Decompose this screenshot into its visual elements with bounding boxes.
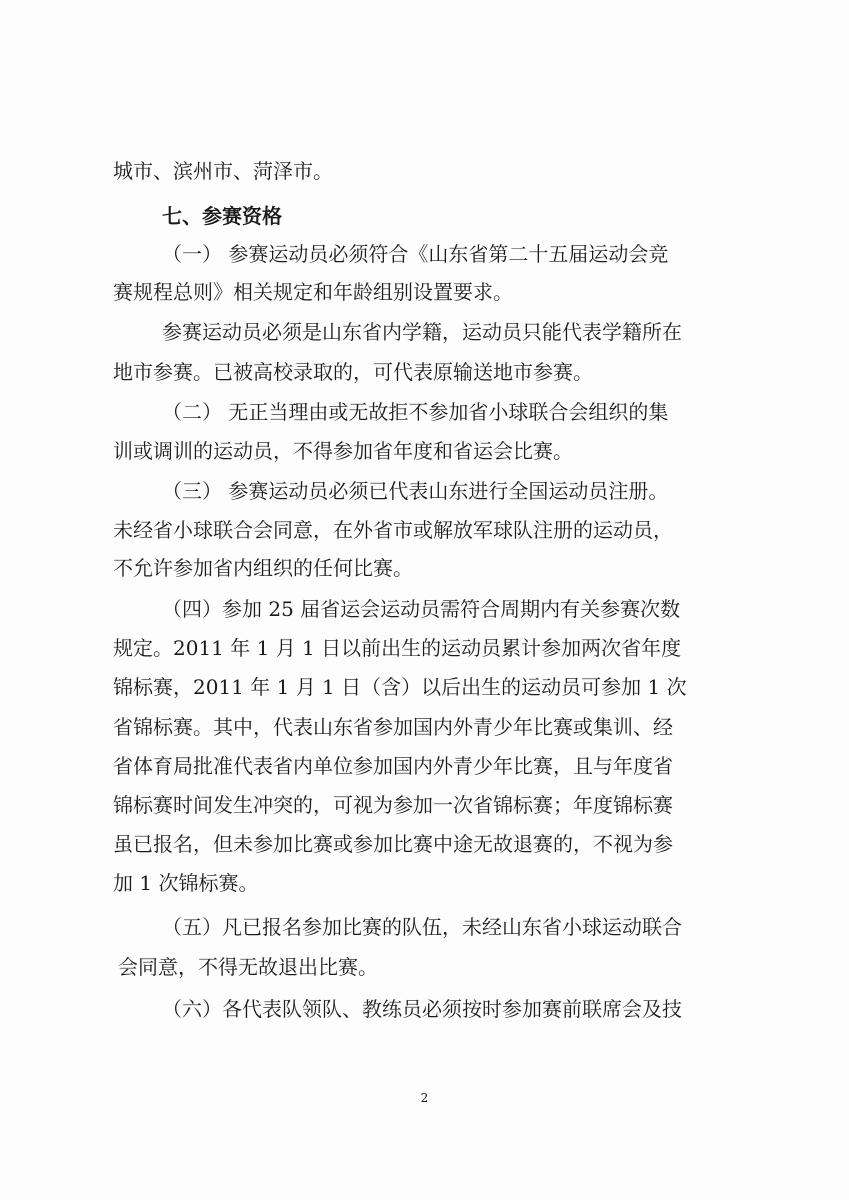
text-line: （三） 参赛运动员必须已代表山东进行全国运动员注册。 <box>162 479 669 503</box>
text-line: （二） 无正当理由或无故拒不参加省小球联合会组织的集 <box>162 400 669 424</box>
page-number: 2 <box>420 1091 429 1105</box>
text-line: 省体育局批准代表省内单位参加国内外青少年比赛，且与年度省 <box>113 754 673 778</box>
text-line: 未经省小球联合会同意，在外省市或解放军球队注册的运动员， <box>113 518 673 542</box>
text-line: 锦标赛时间发生冲突的，可视为参加一次省锦标赛；年度锦标赛 <box>113 793 673 817</box>
text-line: 锦标赛，2011 年 1 月 1 日（含）以后出生的运动员可参加 1 次 <box>113 675 687 699</box>
text-line: 城市、滨州市、菏泽市。 <box>113 159 333 183</box>
text-line: 虽已报名，但未参加比赛或参加比赛中途无故退赛的，不视为参 <box>113 832 673 856</box>
text-line: 参赛运动员必须是山东省内学籍，运动员只能代表学籍所在 <box>162 320 682 344</box>
text-line: 会同意，不得无故退出比赛。 <box>118 955 378 979</box>
text-line: （六）各代表队领队、教练员必须按时参加赛前联席会及技 <box>162 997 682 1021</box>
text-line: （一） 参赛运动员必须符合《山东省第二十五届运动会竞 <box>162 242 669 266</box>
text-line: （五）凡已报名参加比赛的队伍，未经山东省小球运动联合 <box>162 915 682 939</box>
text-line: 省锦标赛。其中，代表山东省参加国内外青少年比赛或集训、经 <box>113 715 673 739</box>
text-line: 训或调训的运动员，不得参加省年度和省运会比赛。 <box>113 439 573 463</box>
text-line: 加 1 次锦标赛。 <box>113 871 259 895</box>
text-line: （四）参加 25 届省运会运动员需符合周期内有关参赛次数 <box>162 597 681 621</box>
text-line: 赛规程总则》相关规定和年龄组别设置要求。 <box>113 280 513 304</box>
section-heading: 七、参赛资格 <box>162 204 282 228</box>
text-line: 规定。2011 年 1 月 1 日以前出生的运动员累计参加两次省年度 <box>113 636 682 660</box>
text-line: 不允许参加省内组织的任何比赛。 <box>113 556 413 580</box>
text-line: 地市参赛。已被高校录取的，可代表原输送地市参赛。 <box>113 360 593 384</box>
